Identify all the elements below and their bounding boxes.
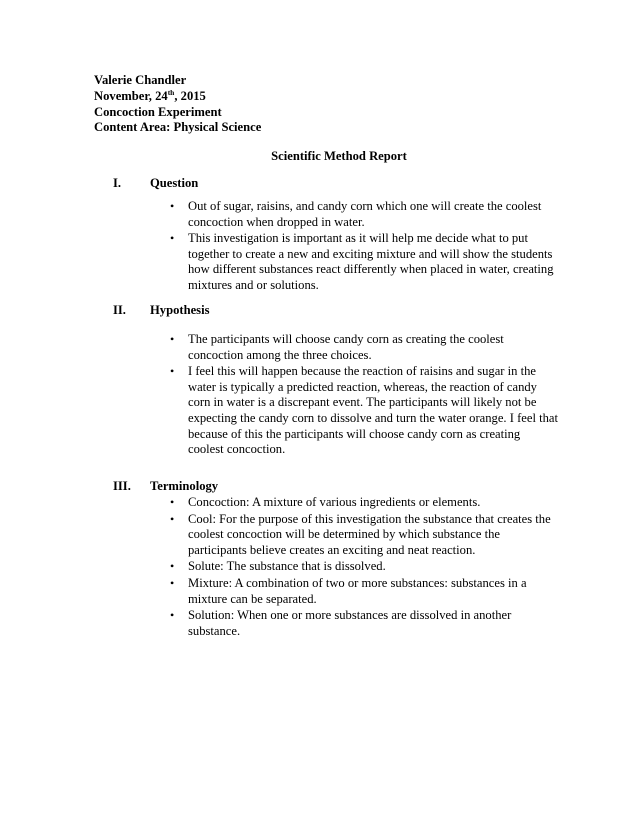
list-item bbox=[0, 332, 638, 363]
list-item bbox=[0, 199, 638, 230]
section-title: Hypothesis bbox=[150, 303, 210, 317]
list-item-text: Cool: For the purpose of this investigation the substance that creates the coolest concoction will be determined by which substance the participants believe creates an exciting and neat reaction. bbox=[188, 511, 551, 557]
section-heading bbox=[0, 303, 638, 319]
section-heading bbox=[0, 479, 638, 495]
bullet-icon: • bbox=[170, 559, 175, 574]
date-ordinal: th bbox=[167, 87, 175, 97]
list-item bbox=[0, 559, 638, 575]
bullet-icon: • bbox=[170, 364, 175, 379]
section-numeral: I. bbox=[113, 176, 122, 190]
bullet-list bbox=[0, 495, 638, 640]
date-year: , 2015 bbox=[174, 88, 206, 103]
list-item-text: This investigation is important as it will help me decide what to put together to create a new and exciting mixture and will show the students how different substances react differently when placed in water, creating mixtures and or solutions. bbox=[188, 231, 554, 292]
bullet-icon: • bbox=[170, 332, 175, 346]
content-area: Content Area: Physical Science bbox=[94, 120, 262, 135]
document-date bbox=[94, 89, 261, 105]
author-name: Valerie Chandler bbox=[94, 73, 187, 87]
bullet-icon: • bbox=[170, 575, 175, 590]
list-item bbox=[0, 608, 638, 639]
experiment-name: Concoction Experiment bbox=[94, 104, 222, 119]
section-numeral: III. bbox=[113, 479, 131, 493]
section-heading bbox=[0, 176, 638, 192]
list-item-text: I feel this will happen because the reaction of raisins and sugar in the water is typically a predicted reaction, whereas, the reaction of candy corn in water is a discrepant event. The participants will likely not be expecting the candy corn to dissolve and turn the water orange. I feel that because of this the participants will choose candy corn as creating coolest concoction. bbox=[188, 364, 558, 457]
section-title: Terminology bbox=[150, 479, 219, 493]
list-item-text: Solution: When one or more substances are dissolved in another substance. bbox=[188, 608, 512, 638]
bullet-icon: • bbox=[170, 511, 175, 526]
list-item-text: Mixture: A combination of two or more substances: substances in a mixture can be separated. bbox=[188, 575, 527, 606]
report-title: Scientific Method Report bbox=[271, 149, 407, 163]
bullet-icon: • bbox=[170, 495, 175, 509]
section-title: Question bbox=[150, 176, 199, 190]
document-header bbox=[94, 73, 261, 136]
list-item bbox=[0, 512, 638, 559]
list-item bbox=[0, 576, 638, 607]
list-item bbox=[0, 231, 638, 293]
bullet-list bbox=[0, 332, 638, 459]
date-text: November, 24 bbox=[94, 88, 168, 103]
bullet-icon: • bbox=[170, 608, 175, 623]
bullet-icon: • bbox=[170, 199, 175, 213]
list-item bbox=[0, 364, 638, 458]
list-item-text: The participants will choose candy corn as creating the coolest concoction among the three choices. bbox=[188, 332, 504, 362]
bullet-list bbox=[0, 199, 638, 295]
bullet-icon: • bbox=[170, 231, 175, 246]
list-item bbox=[0, 495, 638, 511]
list-item-text: Out of sugar, raisins, and candy corn which one will create the coolest concoction when dropped in water. bbox=[188, 199, 542, 229]
section-numeral: II. bbox=[113, 303, 126, 317]
list-item-text: Solute: The substance that is dissolved. bbox=[188, 559, 386, 574]
list-item-text: Concoction: A mixture of various ingredients or elements. bbox=[188, 495, 481, 509]
